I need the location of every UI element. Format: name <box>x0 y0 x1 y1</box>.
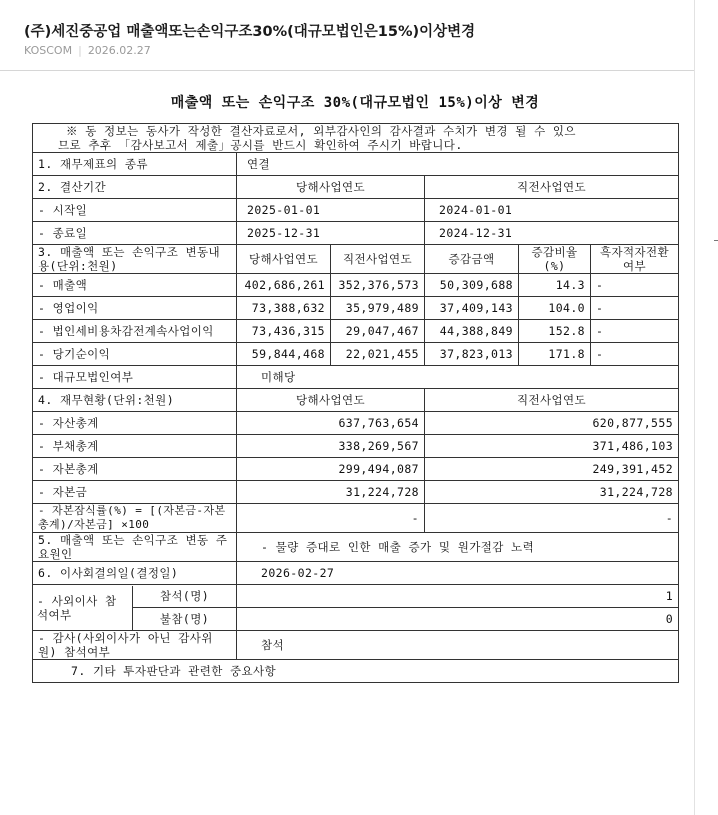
cell-value: 31,224,728 <box>425 481 679 504</box>
outside-director-split <box>33 586 236 630</box>
column-header: 당해사업연도 <box>237 245 331 274</box>
column-header: 흑자적자전환여부 <box>591 245 679 274</box>
table-row <box>33 458 679 481</box>
attendance-labels <box>133 586 236 630</box>
table-row <box>33 435 679 458</box>
column-header: 증감금액 <box>425 245 519 274</box>
cell-value: - <box>237 504 425 533</box>
table-row <box>33 631 679 660</box>
row-label: - 사외이사 참석여부 <box>33 586 133 630</box>
present-label: 참석(명) <box>133 586 236 609</box>
cell-value: 249,391,452 <box>425 458 679 481</box>
cell-value: 2024-12-31 <box>425 222 679 245</box>
source-label: KOSCOM <box>24 44 73 57</box>
cell-value: 2025-12-31 <box>237 222 425 245</box>
scrollbar-mark <box>714 240 718 241</box>
table-row <box>33 660 679 683</box>
cell-value: 371,486,103 <box>425 435 679 458</box>
table-row <box>33 412 679 435</box>
cell-value: 29,047,467 <box>331 320 425 343</box>
cell-value: 73,388,632 <box>237 297 331 320</box>
row-label: - 종료일 <box>33 222 237 245</box>
table-row <box>33 389 679 412</box>
row-label: - 영업이익 <box>33 297 237 320</box>
row-label: - 자본잠식률(%) = [(자본금-자본총계)/자본금] ×100 <box>33 504 237 533</box>
row-label: 4. 재무현황(단위:천원) <box>33 389 237 412</box>
cell-value: - <box>425 504 679 533</box>
table-row <box>33 343 679 366</box>
article-header <box>0 0 694 71</box>
table-row <box>33 199 679 222</box>
document-title: 매출액 또는 손익구조 30%(대규모법인 15%)이상 변경 <box>170 95 540 111</box>
cell-value: 35,979,489 <box>331 297 425 320</box>
disclosure-table <box>32 123 679 683</box>
cell-value: 31,224,728 <box>237 481 425 504</box>
column-header: 직전사업연도 <box>331 245 425 274</box>
row-label: - 부채총계 <box>33 435 237 458</box>
row-label: 2. 결산기간 <box>33 176 237 199</box>
cell-value: - 물량 증대로 인한 매출 증가 및 원가절감 노력 <box>237 533 679 562</box>
cell-value: 299,494,087 <box>237 458 425 481</box>
cell-value: 352,376,573 <box>331 274 425 297</box>
cell-value: 620,877,555 <box>425 412 679 435</box>
absent-count: 0 <box>237 608 679 631</box>
row-label: - 시작일 <box>33 199 237 222</box>
notice-line: ※ 동 정보는 동사가 작성한 결산자료로서, 외부감사인의 감사결과 수치가 변경 될 수 있으 <box>66 124 576 138</box>
cell-value: - <box>591 297 679 320</box>
row-label: 1. 재무제표의 종류 <box>33 153 237 176</box>
table-row <box>33 562 679 585</box>
cell-value: 참석 <box>237 631 679 660</box>
cell-value: 37,823,013 <box>425 343 519 366</box>
outside-director-cell <box>33 585 237 631</box>
row-label: - 자본총계 <box>33 458 237 481</box>
table-row <box>33 245 679 274</box>
notice-line: 므로 추후 「감사보고서 제출」공시를 반드시 확인하여 주시기 바랍니다. <box>58 138 463 152</box>
article-meta <box>24 44 151 57</box>
column-header: 당해사업연도 <box>237 176 425 199</box>
column-header: 직전사업연도 <box>425 176 679 199</box>
cell-value: 104.0 <box>519 297 591 320</box>
table-row <box>33 533 679 562</box>
meta-divider: | <box>78 44 82 57</box>
statement-type: 연결 <box>237 153 679 176</box>
row-label: 3. 매출액 또는 손익구조 변동내용(단위:천원) <box>33 245 237 274</box>
table-row <box>33 153 679 176</box>
publish-date: 2026.02.27 <box>87 44 151 57</box>
notice-cell <box>33 124 679 153</box>
present-count: 1 <box>237 585 679 608</box>
scrollbar-track[interactable] <box>694 0 718 815</box>
section-heading: 7. 기타 투자판단과 관련한 중요사항 <box>33 660 679 683</box>
cell-value: 14.3 <box>519 274 591 297</box>
cell-value: 22,021,455 <box>331 343 425 366</box>
row-label: - 매출액 <box>33 274 237 297</box>
table-row <box>33 585 679 608</box>
cell-value: 171.8 <box>519 343 591 366</box>
cell-value: 59,844,468 <box>237 343 331 366</box>
cell-value: 2024-01-01 <box>425 199 679 222</box>
row-label: - 법인세비용차감전계속사업이익 <box>33 320 237 343</box>
table-row <box>33 297 679 320</box>
table-row <box>33 320 679 343</box>
table-row <box>33 176 679 199</box>
row-label: - 자산총계 <box>33 412 237 435</box>
cell-value: 50,309,688 <box>425 274 519 297</box>
cell-value: 미해당 <box>237 366 679 389</box>
table-row <box>33 274 679 297</box>
absent-label: 불참(명) <box>159 611 210 626</box>
row-label: - 대규모법인여부 <box>33 366 237 389</box>
column-header: 증감비율(%) <box>519 245 591 274</box>
cell-value: 2026-02-27 <box>237 562 679 585</box>
cell-value: 402,686,261 <box>237 274 331 297</box>
cell-value: 152.8 <box>519 320 591 343</box>
cell-value: 73,436,315 <box>237 320 331 343</box>
notice-row <box>33 124 679 153</box>
row-label: - 자본금 <box>33 481 237 504</box>
article-title: (주)세진중공업 매출액또는손익구조30%(대규모법인은15%)이상변경 <box>24 24 476 40</box>
table-row <box>33 481 679 504</box>
cell-value: - <box>591 320 679 343</box>
cell-value: 37,409,143 <box>425 297 519 320</box>
cell-value: 637,763,654 <box>237 412 425 435</box>
row-label: 6. 이사회결의일(결정일) <box>33 562 237 585</box>
table-row <box>33 504 679 533</box>
row-label: - 당기순이익 <box>33 343 237 366</box>
column-header: 직전사업연도 <box>425 389 679 412</box>
cell-value: - <box>591 274 679 297</box>
cell-value: - <box>591 343 679 366</box>
cell-value: 2025-01-01 <box>237 199 425 222</box>
cell-value: 44,388,849 <box>425 320 519 343</box>
column-header: 당해사업연도 <box>237 389 425 412</box>
row-label: - 감사(사외이사가 아닌 감사위원) 참석여부 <box>33 631 237 660</box>
table-row <box>33 222 679 245</box>
row-label: 5. 매출액 또는 손익구조 변동 주요원인 <box>33 533 237 562</box>
table-row <box>33 366 679 389</box>
cell-value: 338,269,567 <box>237 435 425 458</box>
